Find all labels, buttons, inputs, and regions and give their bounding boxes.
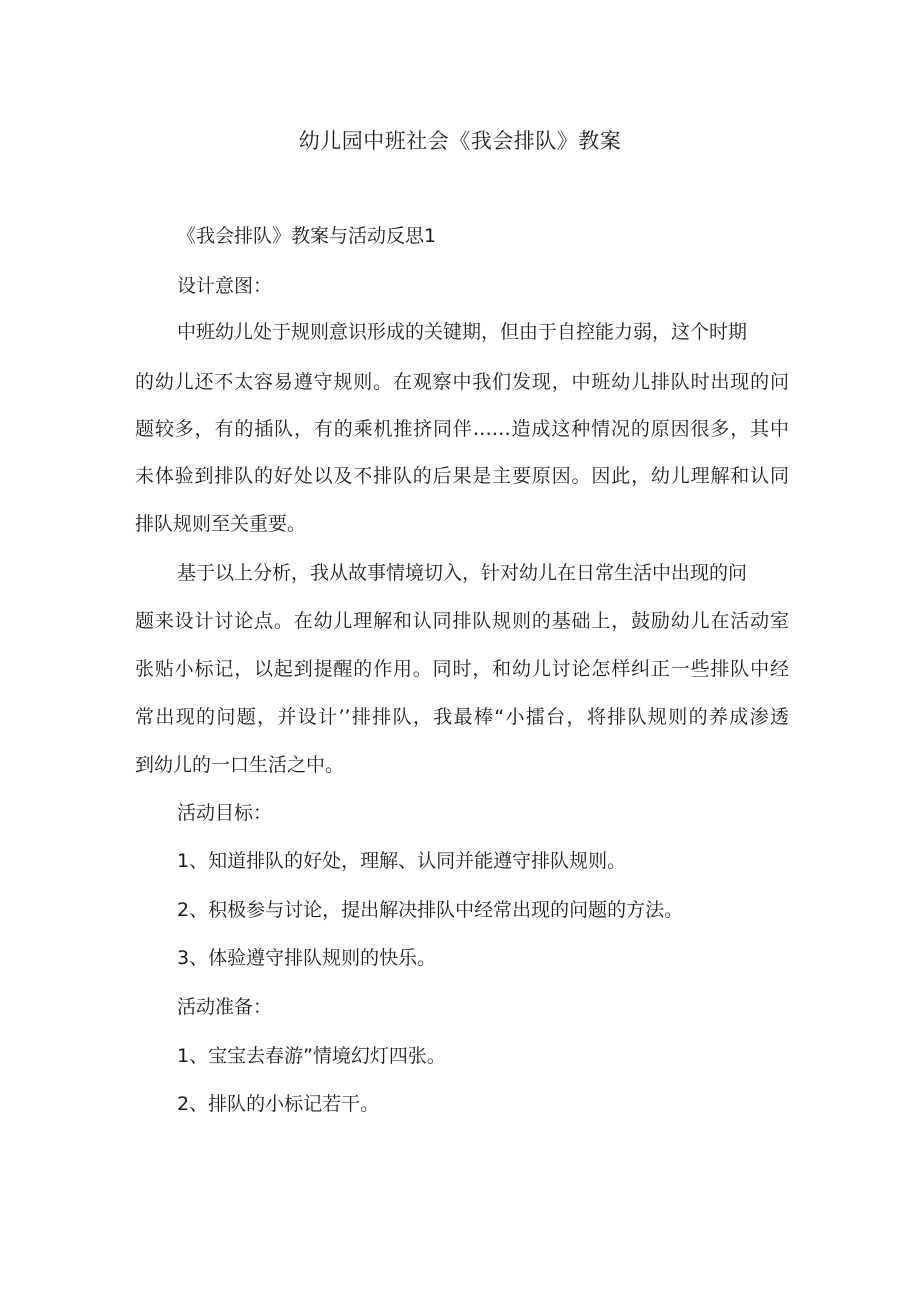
paragraph-line: 题较多，有的插队，有的乘机推挤同伴……造成这种情况的原因很多，其中	[135, 418, 789, 440]
goals-heading: 活动目标：	[177, 802, 273, 824]
prep-item: 2、排队的小标记若干。	[177, 1093, 380, 1115]
document-title: 幼儿园中班社会《我会排队》教案	[298, 129, 622, 153]
paragraph-line: 中班幼儿处于规则意识形成的关键期，但由于自控能力弱，这个时期	[177, 321, 748, 343]
paragraph-line: 未体验到排队的好处以及不排队的后果是主要原因。因此，幼儿理解和认同	[135, 465, 789, 487]
goal-item: 2、积极参与讨论，提出解决排队中经常出现的问题的方法。	[177, 899, 684, 921]
goal-item: 3、体验遵守排队规则的快乐。	[177, 947, 437, 969]
paragraph-line: 的幼儿还不太容易遵守规则。在观察中我们发现，中班幼儿排队时出现的问	[135, 371, 789, 393]
paragraph-line: 常出现的问题，并设计’’排排队，我最棒“小擂台，将排队规则的养成渗透	[135, 706, 789, 728]
prep-item: 1、宝宝去春游”情境幻灯四张。	[177, 1045, 446, 1067]
design-heading: 设计意图：	[177, 275, 273, 297]
paragraph-line: 到幼儿的一口生活之中。	[135, 754, 345, 776]
paragraph-line: 题来设计讨论点。在幼儿理解和认同排队规则的基础上，鼓励幼儿在活动室	[135, 610, 789, 632]
section-subtitle: 《我会排队》教案与活动反思1	[177, 225, 437, 247]
prep-heading: 活动准备：	[177, 996, 273, 1018]
paragraph-line: 基于以上分析，我从故事情境切入，针对幼儿在日常生活中出现的问	[177, 562, 748, 584]
paragraph-line: 排队规则至关重要。	[135, 513, 307, 535]
paragraph-line: 张贴小标记，以起到提醒的作用。同时，和幼儿讨论怎样纠正一些排队中经	[135, 658, 789, 680]
goal-item: 1、知道排队的好处，理解、认同并能遵守排队规则。	[177, 850, 627, 872]
